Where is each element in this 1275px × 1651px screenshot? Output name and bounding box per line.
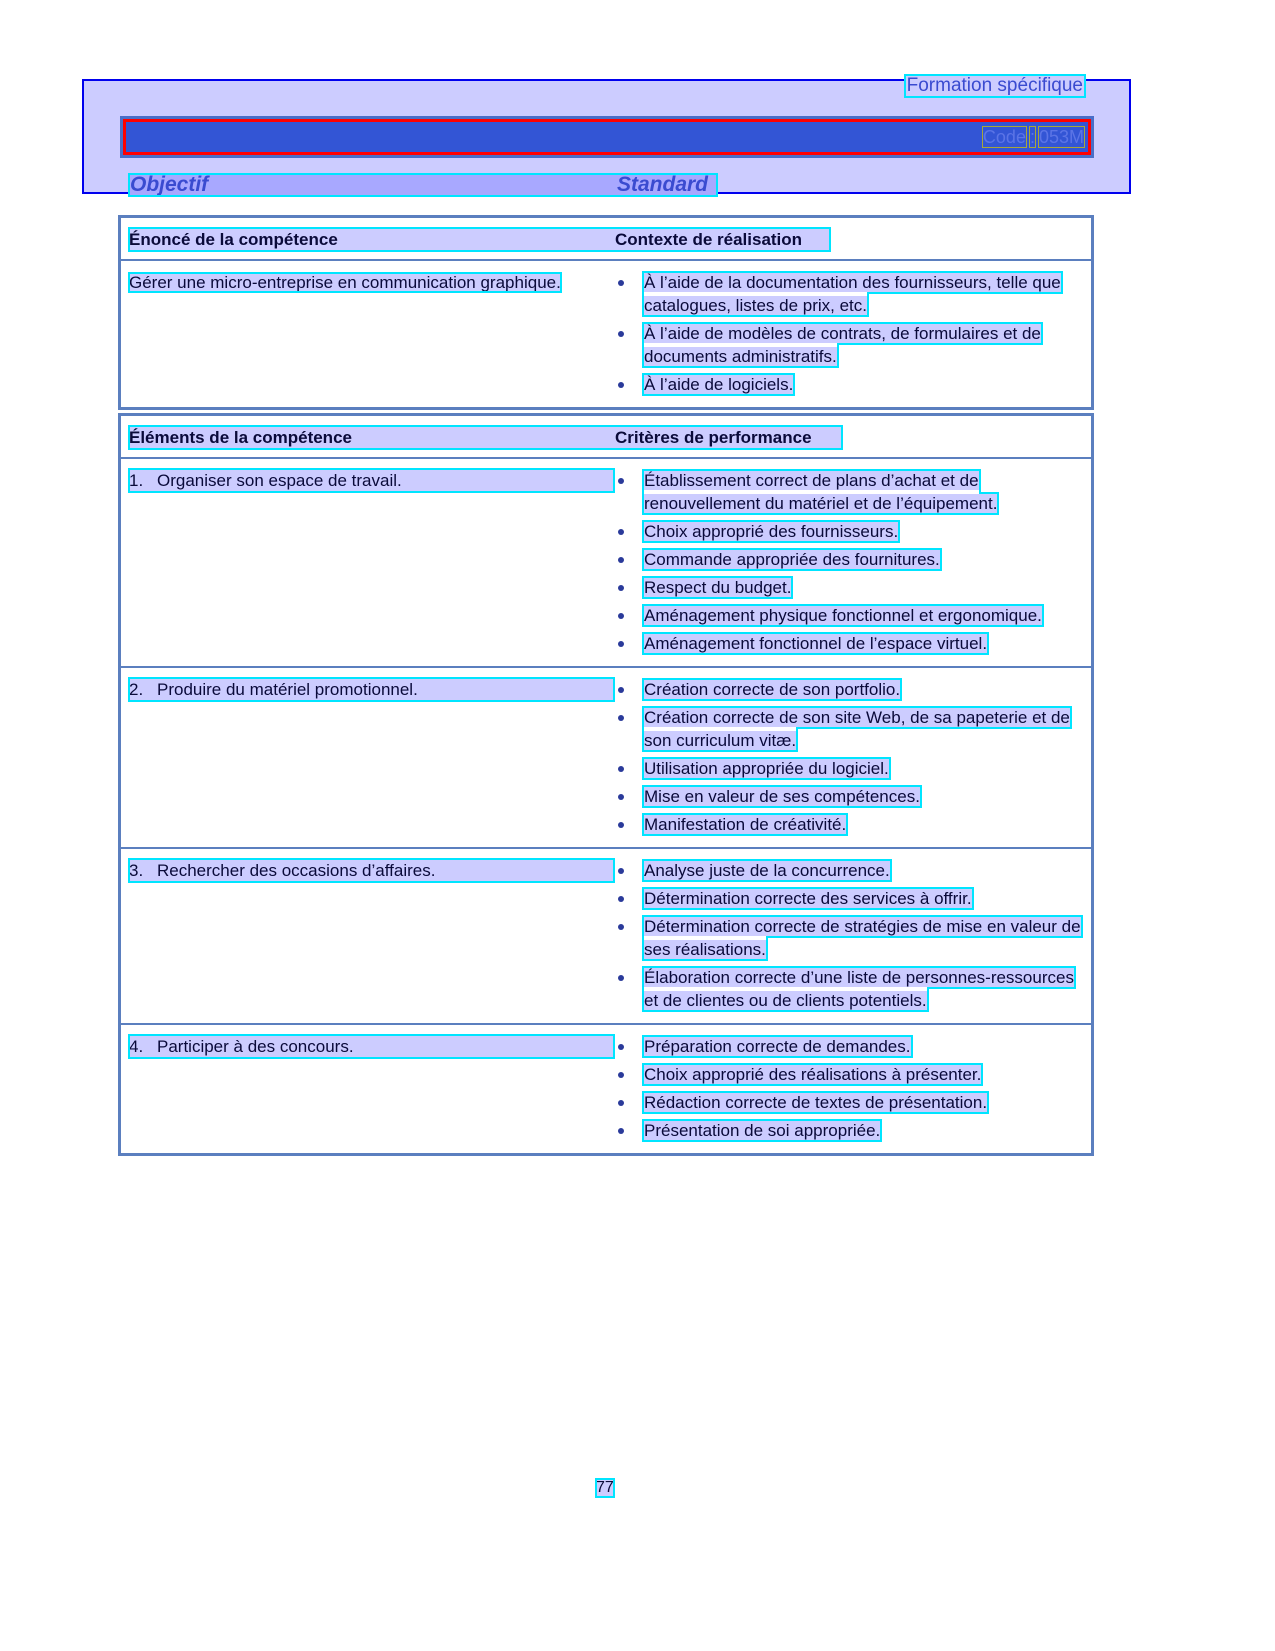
element-label xyxy=(129,678,614,701)
header-strip xyxy=(129,426,842,449)
bullet-icon xyxy=(618,975,624,981)
element-text: Organiser son espace de travail. xyxy=(157,471,402,490)
bullet-icon xyxy=(618,557,624,563)
element-row xyxy=(121,1023,1091,1153)
bullet-item xyxy=(615,706,1081,752)
bullet-text: Manifestation de créativité. xyxy=(644,815,847,834)
bullet-text: Choix approprié des fournisseurs. xyxy=(644,522,899,541)
bullet-text: Élaboration correcte d’une liste de personnes-ressources et de clientes ou de clients potentiels. xyxy=(644,968,1074,1010)
bullet-text: Analyse juste de la concurrence. xyxy=(644,861,890,880)
code-bar xyxy=(120,116,1094,158)
bullet-icon xyxy=(618,766,624,772)
element-row xyxy=(121,847,1091,1023)
bullet-icon xyxy=(618,687,624,693)
page-number: 77 xyxy=(596,1479,614,1496)
bullet-item xyxy=(615,469,1081,515)
element-number: 3. xyxy=(129,861,144,880)
bullet-text: À l’aide de la documentation des fournisseurs, telle que catalogues, listes de prix, etc. xyxy=(644,273,1061,315)
code-value: 053M xyxy=(1038,127,1084,147)
bullet-item xyxy=(615,632,1081,655)
competency-statement: Gérer une micro-entreprise en communication graphique. xyxy=(129,273,561,292)
elements-table xyxy=(118,413,1094,1156)
table-header-row xyxy=(121,218,1091,259)
col-header-statement: Énoncé de la compétence xyxy=(129,230,338,249)
bullet-text: Choix approprié des réalisations à présenter. xyxy=(644,1065,982,1084)
bullet-text: Respect du budget. xyxy=(644,578,792,597)
element-text: Rechercher des occasions d’affaires. xyxy=(157,861,436,880)
bullet-item xyxy=(615,520,1081,543)
bullet-text: Détermination correcte de stratégies de mise en valeur de ses réalisations. xyxy=(644,917,1081,959)
bullet-text: Rédaction correcte de textes de présentation. xyxy=(644,1093,988,1112)
bullet-icon xyxy=(618,382,624,388)
bullet-icon xyxy=(618,715,624,721)
competency-code xyxy=(979,127,1084,148)
col-header-criteria: Critères de performance xyxy=(615,428,812,447)
element-label xyxy=(129,469,614,492)
bullet-text: Préparation correcte de demandes. xyxy=(644,1037,911,1056)
bullet-icon xyxy=(618,822,624,828)
bullet-item xyxy=(615,966,1081,1012)
bullet-text: Commande appropriée des fournitures. xyxy=(644,550,940,569)
bullet-item xyxy=(615,1091,1081,1114)
statement-table xyxy=(118,215,1094,410)
bullet-text: Aménagement fonctionnel de l’espace virtuel. xyxy=(644,634,988,653)
bullet-item xyxy=(615,271,1081,317)
header-strip xyxy=(129,228,830,251)
code-separator: : xyxy=(1029,127,1035,147)
element-row xyxy=(121,666,1091,847)
bullet-icon xyxy=(618,529,624,535)
col-header-context: Contexte de réalisation xyxy=(615,230,803,249)
bullet-item xyxy=(615,813,1081,836)
code-label: Code xyxy=(982,127,1026,147)
bullet-text: À l’aide de logiciels. xyxy=(644,375,794,394)
element-text: Produire du matériel promotionnel. xyxy=(157,680,418,699)
bullet-item xyxy=(615,373,1081,396)
element-label xyxy=(129,859,614,882)
bullet-icon xyxy=(618,1072,624,1078)
bullet-text: Détermination correcte des services à offrir. xyxy=(644,889,972,908)
element-number: 4. xyxy=(129,1037,144,1056)
bullet-item xyxy=(615,604,1081,627)
bullet-item xyxy=(615,1119,1081,1142)
bullet-icon xyxy=(618,613,624,619)
bullet-text: Présentation de soi appropriée. xyxy=(644,1121,881,1140)
bullet-icon xyxy=(618,1044,624,1050)
bullet-item xyxy=(615,548,1081,571)
bullet-item xyxy=(615,1035,1081,1058)
element-number: 2. xyxy=(129,680,144,699)
bullet-text: Création correcte de son site Web, de sa papeterie et de son curriculum vitæ. xyxy=(644,708,1070,750)
bullet-icon xyxy=(618,478,624,484)
bullet-icon xyxy=(618,794,624,800)
page-header xyxy=(82,75,1131,196)
bullet-item xyxy=(615,757,1081,780)
objective-label: Objectif xyxy=(130,173,209,196)
bullet-item xyxy=(615,1063,1081,1086)
bullet-icon xyxy=(618,1128,624,1134)
element-text: Participer à des concours. xyxy=(157,1037,354,1056)
bullet-icon xyxy=(618,331,624,337)
bullet-icon xyxy=(618,896,624,902)
bullet-text: Création correcte de son portfolio. xyxy=(644,680,901,699)
bullet-icon xyxy=(618,924,624,930)
bullet-icon xyxy=(618,868,624,874)
bullet-item xyxy=(615,859,1081,882)
table-row xyxy=(121,259,1091,407)
bullet-item xyxy=(615,576,1081,599)
standard-label: Standard xyxy=(617,173,709,196)
bullet-icon xyxy=(618,585,624,591)
bullet-item xyxy=(615,678,1081,701)
element-number: 1. xyxy=(129,471,144,490)
table-header-row xyxy=(121,416,1091,457)
bullet-text: Établissement correct de plans d’achat et de renouvellement du matériel et de l’équipement. xyxy=(644,471,998,513)
bullet-icon xyxy=(618,280,624,286)
program-title: Formation spécifique xyxy=(906,75,1083,96)
bullet-icon xyxy=(618,641,624,647)
bullet-text: Mise en valeur de ses compétences. xyxy=(644,787,920,806)
bullet-icon xyxy=(618,1100,624,1106)
bullet-item xyxy=(615,915,1081,961)
bullet-item xyxy=(615,322,1081,368)
bullet-item xyxy=(615,887,1081,910)
bullet-text: À l’aide de modèles de contrats, de formulaires et de documents administratifs. xyxy=(644,324,1041,366)
bullet-text: Aménagement physique fonctionnel et ergonomique. xyxy=(644,606,1042,625)
col-header-elements: Éléments de la compétence xyxy=(129,428,352,447)
element-row xyxy=(121,457,1091,666)
element-label xyxy=(129,1035,614,1058)
bullet-item xyxy=(615,785,1081,808)
objective-standard-row xyxy=(130,175,716,195)
bullet-text: Utilisation appropriée du logiciel. xyxy=(644,759,889,778)
